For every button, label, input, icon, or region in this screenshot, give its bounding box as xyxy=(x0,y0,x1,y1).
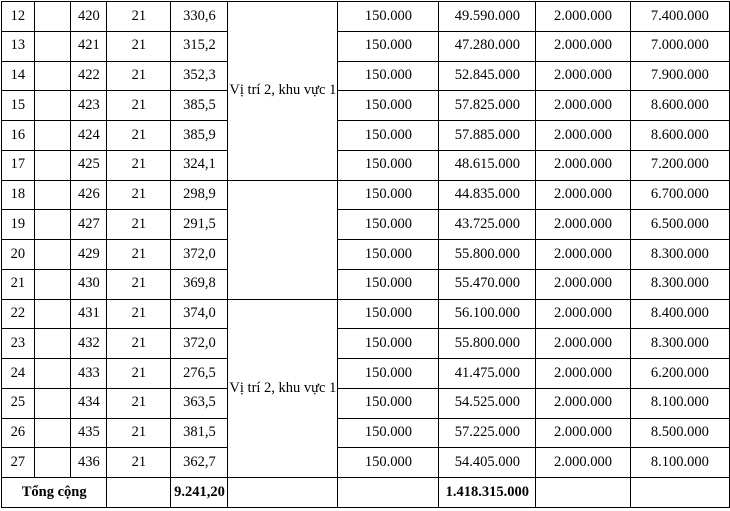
row-number-cell: 17 xyxy=(2,150,35,180)
map-sheet-cell: 21 xyxy=(107,61,171,91)
deposit-cell: 2.000.000 xyxy=(536,31,630,61)
area-cell: 291,5 xyxy=(171,210,228,240)
map-sheet-cell: 21 xyxy=(107,269,171,299)
fee-cell: 8.300.000 xyxy=(630,269,729,299)
row-number-cell: 12 xyxy=(2,2,35,32)
amount-cell: 57.885.000 xyxy=(439,121,536,151)
table-footer xyxy=(2,478,730,508)
parcel-number-cell: 427 xyxy=(71,210,107,240)
deposit-cell: 2.000.000 xyxy=(536,269,630,299)
row-number-cell: 16 xyxy=(2,121,35,151)
deposit-cell: 2.000.000 xyxy=(536,240,630,270)
parcel-number-cell: 429 xyxy=(71,240,107,270)
fee-cell: 8.300.000 xyxy=(630,329,729,359)
amount-cell: 49.590.000 xyxy=(439,2,536,32)
map-sheet-cell: 21 xyxy=(107,448,171,478)
fee-cell: 7.400.000 xyxy=(630,2,729,32)
unit-price-cell: 150.000 xyxy=(338,299,439,329)
deposit-cell: 2.000.000 xyxy=(536,448,630,478)
table-row xyxy=(2,2,730,32)
unit-price-cell: 150.000 xyxy=(338,91,439,121)
parcel-number-cell: 432 xyxy=(71,329,107,359)
table-row xyxy=(2,91,730,121)
amount-cell: 55.470.000 xyxy=(439,269,536,299)
deposit-cell: 2.000.000 xyxy=(536,180,630,210)
blank-cell xyxy=(34,2,71,32)
row-number-cell: 14 xyxy=(2,61,35,91)
area-cell: 362,7 xyxy=(171,448,228,478)
area-cell: 330,6 xyxy=(171,2,228,32)
fee-cell: 7.900.000 xyxy=(630,61,729,91)
area-cell: 385,5 xyxy=(171,91,228,121)
deposit-cell: 2.000.000 xyxy=(536,121,630,151)
parcel-number-cell: 420 xyxy=(71,2,107,32)
deposit-cell: 2.000.000 xyxy=(536,299,630,329)
deposit-cell: 2.000.000 xyxy=(536,388,630,418)
blank-cell xyxy=(34,388,71,418)
map-sheet-cell: 21 xyxy=(107,2,171,32)
parcel-number-cell: 435 xyxy=(71,418,107,448)
map-sheet-cell: 21 xyxy=(107,180,171,210)
total-amount-cell: 1.418.315.000 xyxy=(439,478,536,508)
amount-cell: 56.100.000 xyxy=(439,299,536,329)
area-cell: 352,3 xyxy=(171,61,228,91)
table-row xyxy=(2,240,730,270)
amount-cell: 43.725.000 xyxy=(439,210,536,240)
fee-cell: 8.100.000 xyxy=(630,388,729,418)
row-number-cell: 23 xyxy=(2,329,35,359)
fee-cell: 7.000.000 xyxy=(630,31,729,61)
map-sheet-cell: 21 xyxy=(107,210,171,240)
total-row xyxy=(2,478,730,508)
area-cell: 315,2 xyxy=(171,31,228,61)
deposit-cell: 2.000.000 xyxy=(536,2,630,32)
fee-cell: 8.600.000 xyxy=(630,91,729,121)
map-sheet-cell: 21 xyxy=(107,31,171,61)
parcel-number-cell: 422 xyxy=(71,61,107,91)
map-sheet-cell: 21 xyxy=(107,91,171,121)
unit-price-cell: 150.000 xyxy=(338,150,439,180)
area-cell: 369,8 xyxy=(171,269,228,299)
map-sheet-cell: 21 xyxy=(107,388,171,418)
row-number-cell: 18 xyxy=(2,180,35,210)
fee-cell: 6.500.000 xyxy=(630,210,729,240)
table-row xyxy=(2,359,730,389)
row-number-cell: 13 xyxy=(2,31,35,61)
unit-price-cell: 150.000 xyxy=(338,388,439,418)
fee-cell: 6.700.000 xyxy=(630,180,729,210)
amount-cell: 47.280.000 xyxy=(439,31,536,61)
area-cell: 363,5 xyxy=(171,388,228,418)
table-row xyxy=(2,299,730,329)
unit-price-cell: 150.000 xyxy=(338,180,439,210)
table-row xyxy=(2,31,730,61)
map-sheet-cell: 21 xyxy=(107,359,171,389)
empty-cell xyxy=(228,478,338,508)
table-body xyxy=(2,2,730,478)
amount-cell: 54.525.000 xyxy=(439,388,536,418)
fee-cell: 7.200.000 xyxy=(630,150,729,180)
blank-cell xyxy=(34,180,71,210)
area-cell: 381,5 xyxy=(171,418,228,448)
parcel-number-cell: 426 xyxy=(71,180,107,210)
map-sheet-cell: 21 xyxy=(107,299,171,329)
amount-cell: 54.405.000 xyxy=(439,448,536,478)
blank-cell xyxy=(34,240,71,270)
amount-cell: 55.800.000 xyxy=(439,329,536,359)
area-cell: 372,0 xyxy=(171,329,228,359)
unit-price-cell: 150.000 xyxy=(338,240,439,270)
blank-cell xyxy=(34,31,71,61)
map-sheet-cell: 21 xyxy=(107,240,171,270)
blank-cell xyxy=(34,210,71,240)
parcel-number-cell: 421 xyxy=(71,31,107,61)
amount-cell: 41.475.000 xyxy=(439,359,536,389)
amount-cell: 44.835.000 xyxy=(439,180,536,210)
deposit-cell: 2.000.000 xyxy=(536,329,630,359)
blank-cell xyxy=(34,448,71,478)
table-row xyxy=(2,269,730,299)
amount-cell: 48.615.000 xyxy=(439,150,536,180)
area-cell: 276,5 xyxy=(171,359,228,389)
row-number-cell: 20 xyxy=(2,240,35,270)
fee-cell: 8.100.000 xyxy=(630,448,729,478)
empty-cell xyxy=(107,478,171,508)
blank-cell xyxy=(34,299,71,329)
location-cell xyxy=(228,180,338,299)
unit-price-cell: 150.000 xyxy=(338,2,439,32)
table-row xyxy=(2,448,730,478)
total-area-cell: 9.241,20 xyxy=(171,478,228,508)
unit-price-cell: 150.000 xyxy=(338,31,439,61)
blank-cell xyxy=(34,269,71,299)
blank-cell xyxy=(34,418,71,448)
table-row xyxy=(2,388,730,418)
area-cell: 374,0 xyxy=(171,299,228,329)
amount-cell: 57.225.000 xyxy=(439,418,536,448)
blank-cell xyxy=(34,91,71,121)
fee-cell: 8.600.000 xyxy=(630,121,729,151)
blank-cell xyxy=(34,359,71,389)
unit-price-cell: 150.000 xyxy=(338,448,439,478)
parcel-number-cell: 425 xyxy=(71,150,107,180)
amount-cell: 55.800.000 xyxy=(439,240,536,270)
table-row xyxy=(2,61,730,91)
area-cell: 298,9 xyxy=(171,180,228,210)
row-number-cell: 21 xyxy=(2,269,35,299)
amount-cell: 57.825.000 xyxy=(439,91,536,121)
map-sheet-cell: 21 xyxy=(107,150,171,180)
map-sheet-cell: 21 xyxy=(107,329,171,359)
parcel-number-cell: 423 xyxy=(71,91,107,121)
empty-cell xyxy=(630,478,729,508)
table-row xyxy=(2,210,730,240)
fee-cell: 8.300.000 xyxy=(630,240,729,270)
deposit-cell: 2.000.000 xyxy=(536,61,630,91)
table-row xyxy=(2,418,730,448)
row-number-cell: 26 xyxy=(2,418,35,448)
row-number-cell: 19 xyxy=(2,210,35,240)
row-number-cell: 24 xyxy=(2,359,35,389)
area-cell: 324,1 xyxy=(171,150,228,180)
map-sheet-cell: 21 xyxy=(107,121,171,151)
table-row xyxy=(2,121,730,151)
unit-price-cell: 150.000 xyxy=(338,61,439,91)
parcel-number-cell: 424 xyxy=(71,121,107,151)
row-number-cell: 25 xyxy=(2,388,35,418)
land-parcel-table xyxy=(1,1,730,508)
parcel-number-cell: 434 xyxy=(71,388,107,418)
deposit-cell: 2.000.000 xyxy=(536,150,630,180)
deposit-cell: 2.000.000 xyxy=(536,91,630,121)
unit-price-cell: 150.000 xyxy=(338,210,439,240)
area-cell: 385,9 xyxy=(171,121,228,151)
blank-cell xyxy=(34,121,71,151)
empty-cell xyxy=(338,478,439,508)
fee-cell: 6.200.000 xyxy=(630,359,729,389)
table-row xyxy=(2,150,730,180)
deposit-cell: 2.000.000 xyxy=(536,418,630,448)
fee-cell: 8.500.000 xyxy=(630,418,729,448)
blank-cell xyxy=(34,329,71,359)
row-number-cell: 15 xyxy=(2,91,35,121)
table-row xyxy=(2,180,730,210)
location-cell: Vị trí 2, khu vực 1 xyxy=(228,2,338,181)
area-cell: 372,0 xyxy=(171,240,228,270)
deposit-cell: 2.000.000 xyxy=(536,359,630,389)
parcel-number-cell: 431 xyxy=(71,299,107,329)
amount-cell: 52.845.000 xyxy=(439,61,536,91)
table-row xyxy=(2,329,730,359)
row-number-cell: 22 xyxy=(2,299,35,329)
unit-price-cell: 150.000 xyxy=(338,121,439,151)
map-sheet-cell: 21 xyxy=(107,418,171,448)
blank-cell xyxy=(34,61,71,91)
parcel-number-cell: 436 xyxy=(71,448,107,478)
blank-cell xyxy=(34,150,71,180)
parcel-number-cell: 433 xyxy=(71,359,107,389)
parcel-number-cell: 430 xyxy=(71,269,107,299)
unit-price-cell: 150.000 xyxy=(338,418,439,448)
fee-cell: 8.400.000 xyxy=(630,299,729,329)
unit-price-cell: 150.000 xyxy=(338,269,439,299)
empty-cell xyxy=(536,478,630,508)
deposit-cell: 2.000.000 xyxy=(536,210,630,240)
row-number-cell: 27 xyxy=(2,448,35,478)
total-label-cell: Tổng cộng xyxy=(2,478,107,508)
unit-price-cell: 150.000 xyxy=(338,359,439,389)
unit-price-cell: 150.000 xyxy=(338,329,439,359)
location-cell: Vị trí 2, khu vực 1 xyxy=(228,299,338,478)
